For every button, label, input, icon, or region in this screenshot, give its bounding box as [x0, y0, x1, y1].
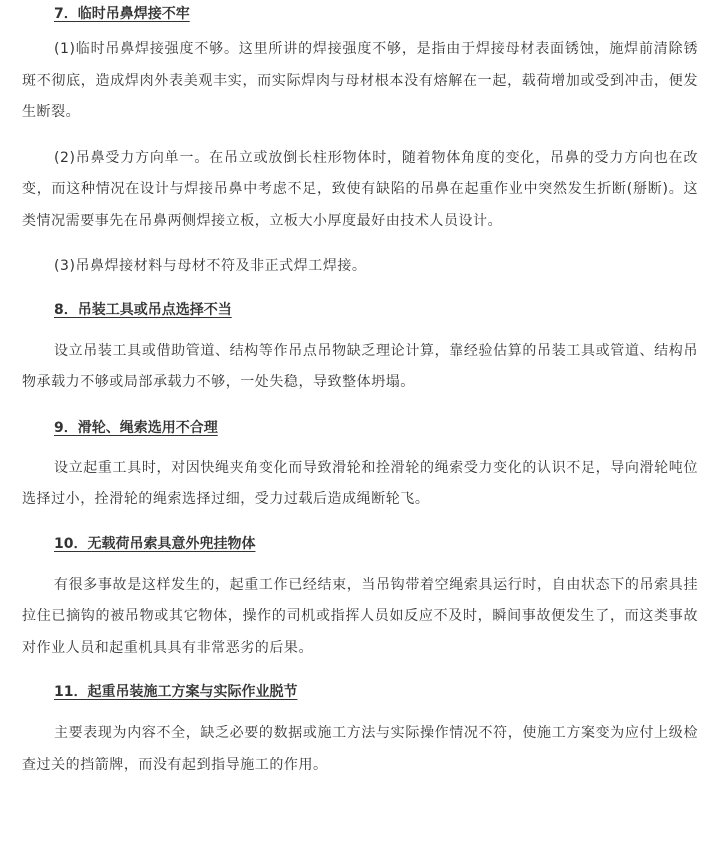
- section-heading-7: [22, 0, 698, 26]
- paragraph-10: 有很多事故是这样发生的，起重工作已经结束，当吊钩带着空绳索具运行时，自由状态下的吊索具挂拉住已摘钩的被吊物或其它物体，操作的司机或指挥人员如反应不及时，瞬间事故便发生了，而这类事故对作业人员和起重机具具有非常恶劣的后果。: [22, 576, 698, 656]
- paragraph-8: 设立吊装工具或借助管道、结构等作吊点吊物缺乏理论计算，靠经验估算的吊装工具或管道、结构吊物承载力不够或局部承载力不够，一处失稳，导致整体坍塌。: [22, 342, 698, 390]
- paragraph-7-1: (1)临时吊鼻焊接强度不够。这里所讲的焊接强度不够，是指由于焊接母材表面锈蚀，施焊前清除锈斑不彻底，造成焊肉外表美观丰实，而实际焊肉与母材根本没有熔解在一起，载荷增加或受到冲击，便发生断裂。: [22, 41, 698, 120]
- paragraph-7-2: (2)吊鼻受力方向单一。在吊立或放倒长柱形物体时，随着物体角度的变化，吊鼻的受力方向也在改变，而这种情况在设计与焊接吊鼻中考虑不足，致使有缺陷的吊鼻在起重作业中突然发生折断(掰断)。这类情况需要事先在吊鼻两侧焊接立板，立板大小厚度最好由技术人员设计。: [22, 149, 698, 229]
- section-heading-7-text: 7．临时吊鼻焊接不牢: [54, 6, 190, 22]
- section-heading-9-text: 9．滑轮、绳索选用不合理: [54, 419, 218, 436]
- paragraph-7-3: (3)吊鼻焊接材料与母材不符及非正式焊工焊接。: [54, 258, 367, 274]
- section-heading-11: [22, 680, 698, 704]
- paragraph-11: 主要表现为内容不全，缺乏必要的数据或施工方法与实际操作情况不符，使施工方案变为应付上级检查过关的挡箭牌，而没有起到指导施工的作用。: [22, 725, 698, 773]
- section-heading-8-text: 8．吊装工具或吊点选择不当: [54, 301, 232, 318]
- paragraph-9: 设立起重工具时，对因快绳夹角变化而导致滑轮和拴滑轮的绳索受力变化的认识不足，导向滑轮吨位选择过小，拴滑轮的绳索选择过细，受力过载后造成绳断轮飞。: [22, 459, 698, 507]
- section-heading-8: [22, 298, 698, 322]
- section-heading-10-text: 10．无载荷吊索具意外兜挂物体: [54, 535, 256, 552]
- section-heading-9: [22, 416, 698, 440]
- section-heading-10: [22, 532, 698, 556]
- section-heading-11-text: 11．起重吊装施工方案与实际作业脱节: [54, 684, 298, 700]
